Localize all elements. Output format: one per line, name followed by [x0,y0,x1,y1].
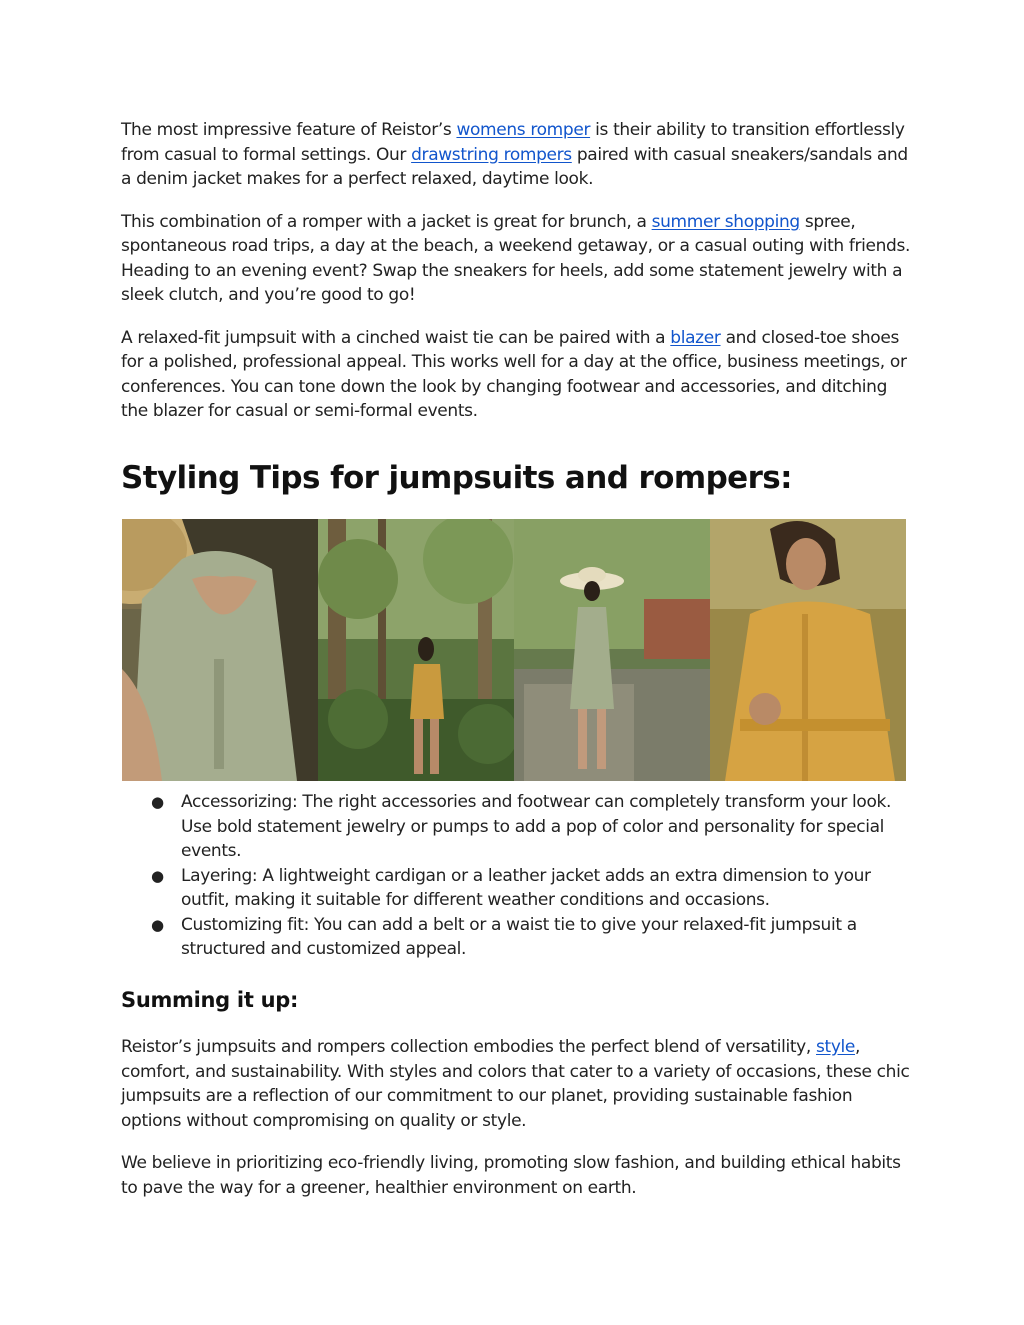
summing-up-heading: Summing it up: [121,988,299,1012]
bullet-icon: ● [151,793,164,811]
text: paired with casual sneakers/sandals and a denim jacket makes for a perfect relaxed, daytime look. [121,144,908,189]
styling-tips-list [121,790,911,962]
photo-mustard-jumpsuit-forest [318,519,514,781]
womens-romper-link[interactable]: womens romper [456,120,591,140]
list-item [121,790,911,864]
summary-paragraph-1 [121,1035,911,1133]
bullet-icon: ● [151,915,164,934]
text: The most impressive feature of Reistor’s [121,120,457,140]
text: and closed-toe shoes for a polished, professional appeal. This works well for a day at the office, business meetings, or conferences. You can tone down the look by changing footwear and accessories, and ditching the blazer for casual or semi-formal events. [121,327,907,421]
tip-text: Accessorizing: The right accessories and footwear can completely transform your look. Use bold statement jewelry or pumps to add a pop of color and personality for special events. [181,792,892,861]
photo-collage [122,519,906,781]
text: is their ability to transition effortlessly from casual to formal settings. Our [121,120,905,165]
summer-shopping-link[interactable]: summer shopping [651,211,800,232]
tip-text: Customizing fit: You can add a belt or a waist tie to give your relaxed-fit jumpsuit a structured and customized appeal. [181,914,857,959]
style-link[interactable]: style [816,1037,856,1057]
photo-sage-romper-closeup [122,519,318,781]
summary-paragraph-2: We believe in prioritizing eco-friendly living, promoting slow fashion, and building ethical habits to pave the way for a greener, healthier environment on earth. [121,1153,901,1198]
blazer-link[interactable]: blazer [670,327,721,348]
text: Reistor’s jumpsuits and rompers collection embodies the perfect blend of versatility, [121,1037,816,1057]
list-item [121,913,911,962]
photo-sage-romper-sunhat [514,519,710,781]
drawstring-rompers-link[interactable]: drawstring rompers [411,144,572,165]
photo-mustard-jumpsuit-smile [710,519,906,781]
tip-text: Layering: A lightweight cardigan or a leather jacket adds an extra dimension to your outfit, making it suitable for different weather conditions and occasions. [181,865,871,910]
intro-section [121,118,911,498]
text: A relaxed-fit jumpsuit with a cinched waist tie can be paired with a [121,327,671,348]
bullet-icon: ● [151,866,164,885]
intro-paragraph-2 [121,210,911,308]
text: , comfort, and sustainability. With styles and colors that cater to a variety of occasions, these chic jumpsuits are a reflection of our commitment to our planet, providing sustainable fashion options without compromising on quality or style. [121,1037,910,1131]
text: spree, spontaneous road trips, a day at the beach, a weekend getaway, or a casual outing with friends. Heading to an evening event? Swap the sneakers for heels, add some statement jewelry with a sleek clutch, and you’re good to go! [121,211,911,305]
styling-tips-heading: Styling Tips for jumpsuits and rompers: [121,459,792,496]
intro-paragraph-3 [121,326,911,424]
summary-section [121,1035,911,1200]
intro-paragraph-1 [121,118,911,192]
text: This combination of a romper with a jacket is great for brunch, a [121,211,652,232]
list-item [121,864,911,913]
